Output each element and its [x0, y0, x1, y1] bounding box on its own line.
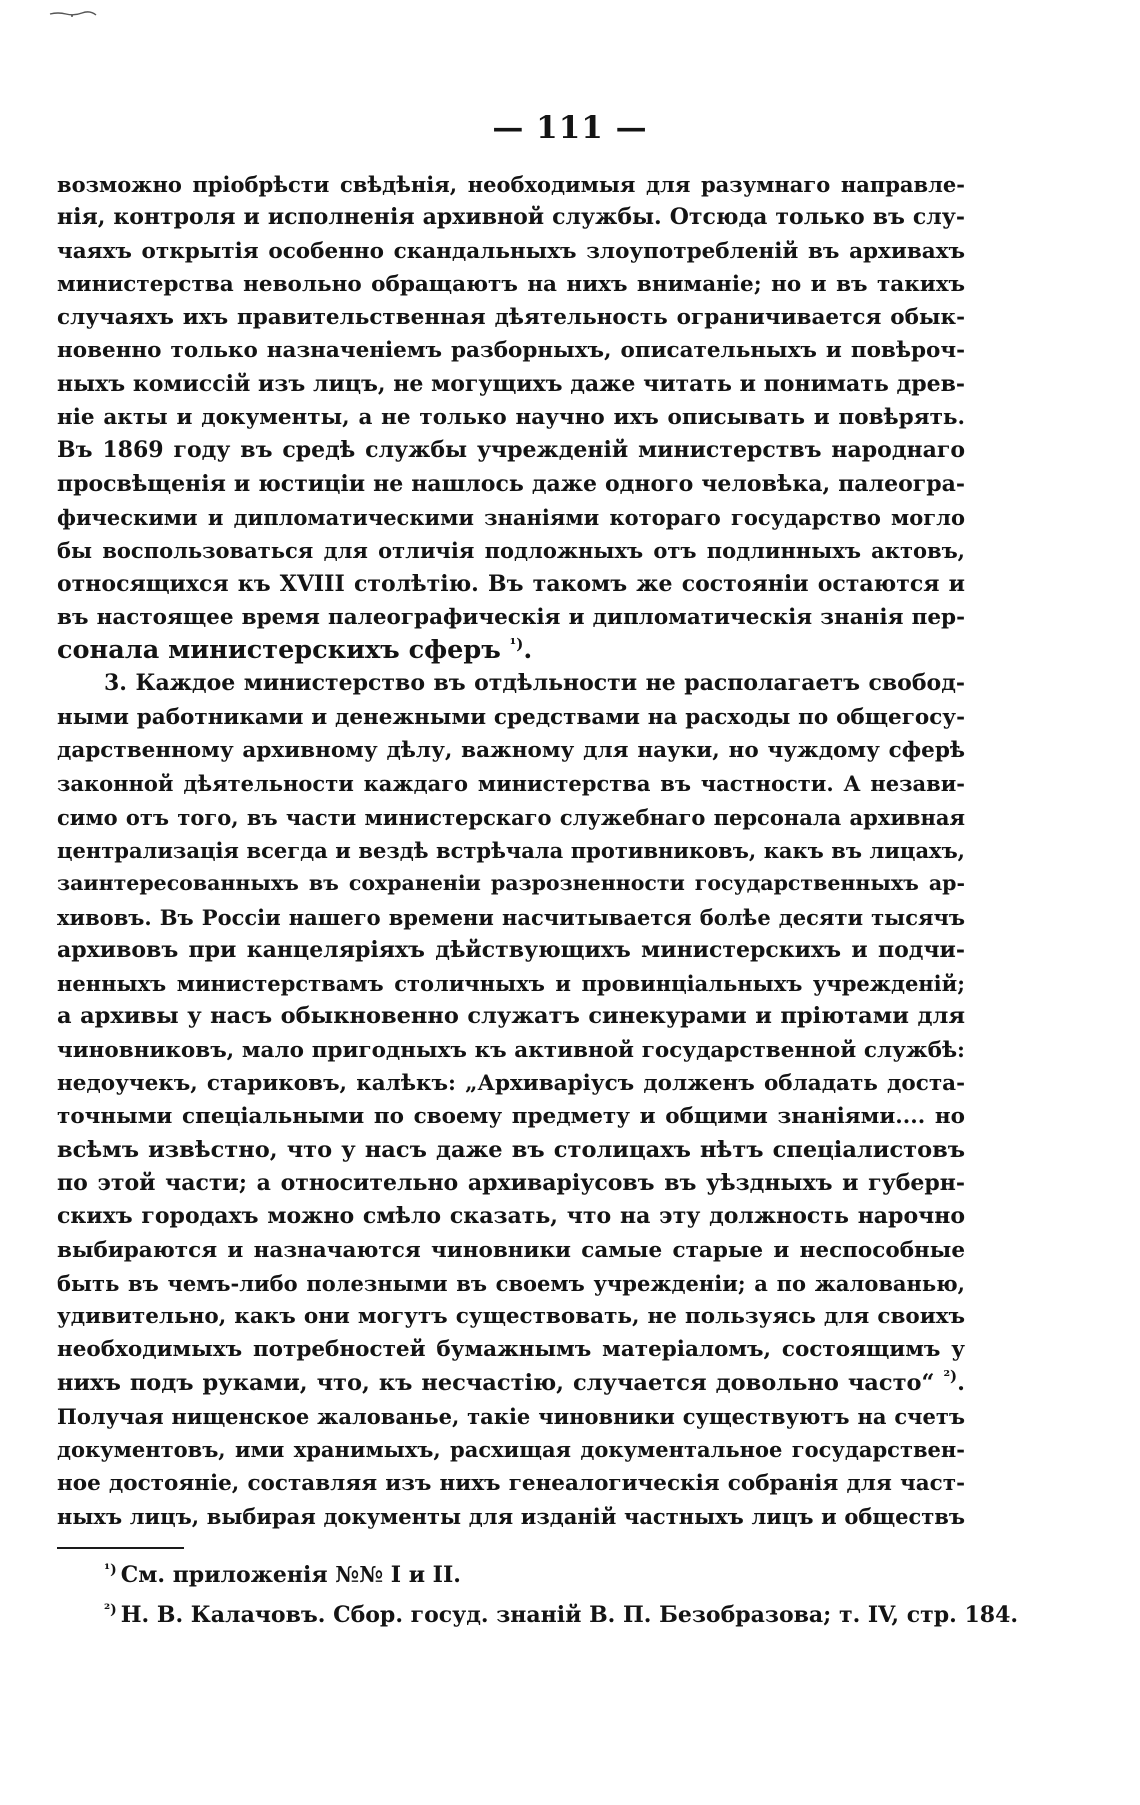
footnote-text: Н. В. Калачовъ. Сбор. госуд. знаній В. П. Безобразова; т. IV, стр. 184. — [120, 1602, 1019, 1628]
text-line: законной дѣятельности каждаго министерства въ частности. А незави- — [57, 771, 965, 797]
footnote-marker: ¹) — [104, 1562, 117, 1578]
text-line: нія, контроля и исполненія архивной службы. Отсюда только въ слу- — [57, 204, 965, 231]
text-line: ными работниками и денежными средствами на расходы по общегосу- — [57, 704, 965, 730]
text-line: чаяхъ открытія особенно скандальныхъ злоупотребленій въ архивахъ — [57, 238, 965, 264]
text-line: по этой части; а относительно архиваріусовъ въ уѣздныхъ и губерн- — [57, 1169, 965, 1196]
text-line: бы воспользоваться для отличія подложныхъ отъ подлинныхъ актовъ, — [57, 538, 965, 564]
text-line: а архивы у насъ обыкновенно служатъ синекурами и пріютами для — [57, 1003, 965, 1030]
text-line: необходимыхъ потребностей бумажнымъ матеріаломъ, состоящимъ у — [57, 1337, 965, 1363]
text-line: 3. Каждое министерство въ отдѣльности не располагаетъ свобод- — [104, 670, 965, 697]
text-line: выбираются и назначаются чиновники самые старые и неспособные — [57, 1237, 965, 1263]
footnote-text: См. приложенія №№ I и II. — [120, 1562, 461, 1588]
text-line: централизація всегда и вездѣ встрѣчала противниковъ, какъ въ лицахъ, — [57, 837, 965, 863]
text-line: чиновниковъ, мало пригодныхъ къ активной государственной службѣ: — [57, 1037, 965, 1063]
text-fragment: сонала министерскихъ сферъ — [57, 635, 501, 666]
text-line: фическими и дипломатическими знаніями котораго государство могло — [57, 504, 965, 530]
ink-smudge-mark — [48, 10, 98, 18]
text-line: заинтересованныхъ въ сохраненіи разрозненности государственныхъ ар- — [57, 871, 965, 896]
text-line: хивовъ. Въ Россіи нашего времени насчитывается болѣе десяти тысячъ — [57, 904, 965, 930]
body-text — [57, 168, 965, 1533]
text-line: въ настоящее время палеографическія и дипломатическія знанія пер- — [57, 604, 965, 630]
text-line: дарственному архивному дѣлу, важному для науки, но чуждому сферѣ — [57, 738, 965, 764]
footnotes — [104, 1555, 1019, 1635]
text-line: удивительно, какъ они могутъ существовать, не пользуясь для своихъ — [57, 1304, 965, 1330]
footnote-marker: ²) — [104, 1602, 117, 1618]
text-line: ныхъ лицъ, выбирая документы для изданій частныхъ лицъ и обществъ — [57, 1503, 965, 1529]
text-line: недоучекъ, стариковъ, калѣкъ: „Архиваріусъ долженъ обладать доста- — [57, 1071, 965, 1097]
text-line: всѣмъ извѣстно, что у насъ даже въ столицахъ нѣтъ спеціалистовъ — [57, 1136, 965, 1163]
footnote-reference: ²) — [943, 1366, 958, 1385]
text-line: ніе акты и документы, а не только научно ихъ описывать и повѣрять. — [57, 405, 965, 431]
footnote-1 — [104, 1555, 964, 1595]
text-line: просвѣщенія и юстиціи не нашлось даже одного человѣка, палеогра- — [57, 470, 965, 497]
text-line: симо отъ того, въ части министерскаго служебнаго персонала архивная — [57, 804, 965, 830]
text-line: документовъ, ими хранимыхъ, расхищая документальное государствен- — [57, 1437, 965, 1463]
text-line: точными спеціальными по своему предмету и общими знаніями.... но — [57, 1104, 965, 1130]
text-line — [57, 634, 965, 667]
text-fragment: . — [523, 635, 533, 666]
footnote-2 — [104, 1595, 1019, 1635]
text-line: министерства невольно обращаютъ на нихъ вниманіе; но и въ такихъ — [57, 271, 965, 297]
text-line: ное достояніе, составляя изъ нихъ генеалогическія собранія для част- — [57, 1470, 965, 1496]
footnote-separator — [57, 1547, 184, 1549]
text-line: относящихся къ XVIII столѣтію. Въ такомъ же состояніи остаются и — [57, 570, 965, 597]
footnote-reference: ¹) — [509, 635, 524, 654]
text-line: ныхъ комиссій изъ лицъ, не могущихъ даже читать и понимать древ- — [57, 370, 965, 397]
text-fragment: . — [957, 1369, 965, 1396]
text-line: возможно пріобрѣсти свѣдѣнія, необходимыя для разумнаго направле- — [57, 172, 965, 197]
text-line: случаяхъ ихъ правительственная дѣятельность ограничивается обык- — [57, 305, 965, 331]
text-line: Въ 1869 году въ средѣ службы учрежденій министерствъ народнаго — [57, 437, 965, 464]
text-line — [57, 1367, 965, 1400]
text-line: ненныхъ министерствамъ столичныхъ и провинціальныхъ учрежденій; — [57, 971, 965, 997]
page-number: — 111 — — [492, 110, 648, 146]
text-fragment: нихъ подъ руками, что, къ несчастію, случается довольно часто“ — [57, 1369, 935, 1396]
text-line: архивовъ при канцеляріяхъ дѣйствующихъ министерскихъ и подчи- — [57, 936, 965, 963]
text-line: быть въ чемъ-либо полезными въ своемъ учрежденіи; а по жалованью, — [57, 1270, 965, 1296]
text-line: новенно только назначеніемъ разборныхъ, описательныхъ и повѣроч- — [57, 338, 965, 364]
text-line: Получая нищенское жалованье, такіе чиновники существуютъ на счетъ — [57, 1403, 965, 1429]
text-line: скихъ городахъ можно смѣло сказать, что на эту должность нарочно — [57, 1203, 965, 1230]
